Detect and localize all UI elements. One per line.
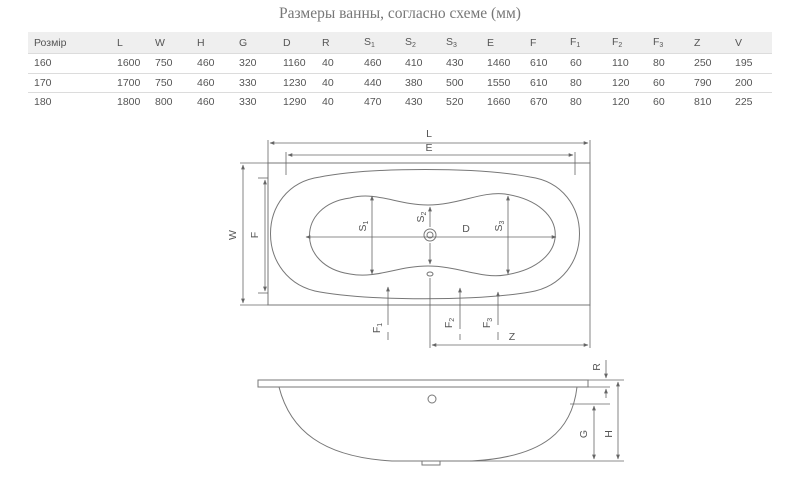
top-view bbox=[268, 163, 590, 305]
tub-outer-rim bbox=[268, 163, 590, 305]
table-cell: 40 bbox=[316, 54, 358, 74]
table-cell: 410 bbox=[399, 54, 440, 74]
column-header: $S_1$ bbox=[358, 32, 399, 54]
table-cell: 195 bbox=[729, 54, 772, 74]
column-header: E bbox=[481, 32, 524, 54]
table-cell: 80 bbox=[564, 73, 606, 93]
column-header: F bbox=[524, 32, 564, 54]
column-header: W bbox=[149, 32, 191, 54]
label-W: W bbox=[227, 230, 239, 240]
column-header: L bbox=[111, 32, 149, 54]
table-cell: 520 bbox=[446, 96, 464, 109]
table-cell: 60 bbox=[647, 73, 688, 93]
column-header: Z bbox=[688, 32, 729, 54]
table-cell: 610 bbox=[524, 73, 564, 93]
diagram-title: Размеры ванны, согласно схеме (мм) bbox=[279, 5, 521, 22]
table-cell: 1460 bbox=[481, 54, 524, 74]
table-cell: 120 bbox=[606, 73, 647, 93]
column-header: R bbox=[316, 32, 358, 54]
label-R: R bbox=[591, 363, 603, 371]
tub-side-rim bbox=[258, 380, 588, 387]
side-dimensions bbox=[470, 360, 624, 461]
table-cell: 460 bbox=[191, 73, 233, 93]
table-cell: 460 bbox=[197, 96, 215, 109]
table-cell: 670 bbox=[530, 96, 548, 109]
side-view bbox=[258, 380, 588, 465]
table-cell: 800 bbox=[155, 96, 173, 109]
table-cell: 750 bbox=[149, 73, 191, 93]
table-cell: 1800 bbox=[117, 96, 141, 109]
label-F3: F3 bbox=[481, 317, 494, 329]
table-cell: 460 bbox=[191, 54, 233, 74]
column-header: G bbox=[233, 32, 277, 54]
table-cell: 750 bbox=[149, 54, 191, 74]
column-header: V bbox=[729, 32, 772, 54]
table-cell: 460 bbox=[358, 54, 399, 74]
table-cell: 330 bbox=[233, 73, 277, 93]
table-cell: 110 bbox=[606, 54, 647, 74]
table-cell: 330 bbox=[239, 96, 257, 109]
table-cell: 40 bbox=[322, 96, 334, 109]
label-F1: F1 bbox=[371, 322, 384, 334]
table-cell: 320 bbox=[233, 54, 277, 74]
column-header: $S_3$ bbox=[440, 32, 481, 54]
column-header: $F_3$ bbox=[647, 32, 688, 54]
table-cell: 440 bbox=[358, 73, 399, 93]
table-cell: 810 bbox=[694, 96, 712, 109]
table-cell: 610 bbox=[524, 54, 564, 74]
label-Z: Z bbox=[508, 331, 516, 343]
column-header: Розмір bbox=[28, 32, 111, 54]
column-header: H bbox=[191, 32, 233, 54]
label-S3: S3 bbox=[493, 220, 506, 232]
table-cell: 1230 bbox=[277, 73, 316, 93]
table-cell: 1600 bbox=[111, 54, 149, 74]
column-header: $S_2$ bbox=[399, 32, 440, 54]
label-S1: S1 bbox=[357, 220, 370, 232]
table-cell: 60 bbox=[653, 96, 665, 109]
table-cell: 40 bbox=[316, 73, 358, 93]
table-cell: 1550 bbox=[481, 73, 524, 93]
label-E: E bbox=[425, 142, 433, 154]
table-cell: 160 bbox=[28, 54, 111, 74]
table-cell: 430 bbox=[405, 96, 423, 109]
table-cell: 225 bbox=[735, 96, 753, 109]
table-cell: 430 bbox=[440, 54, 481, 74]
label-D: D bbox=[462, 223, 470, 235]
table-cell: 1290 bbox=[283, 96, 307, 109]
label-F: F bbox=[249, 231, 261, 239]
label-G: G bbox=[578, 429, 590, 439]
column-header: $F_2$ bbox=[606, 32, 647, 54]
table-cell: 120 bbox=[612, 96, 630, 109]
label-F2: F2 bbox=[443, 317, 456, 329]
table-cell: 250 bbox=[688, 54, 729, 74]
table-cell: 170 bbox=[28, 73, 111, 93]
table-cell: 790 bbox=[688, 73, 729, 93]
table-cell: 1160 bbox=[277, 54, 316, 74]
table-cell: 80 bbox=[570, 96, 582, 109]
side-overflow-hole bbox=[428, 395, 436, 403]
table-cell: 180 bbox=[34, 96, 52, 109]
table-cell: 1660 bbox=[487, 96, 511, 109]
table-cell: 500 bbox=[440, 73, 481, 93]
table-cell: 80 bbox=[647, 54, 688, 74]
table-cell: 1700 bbox=[111, 73, 149, 93]
column-header: $F_1$ bbox=[564, 32, 606, 54]
table-cell: 200 bbox=[729, 73, 772, 93]
table-cell: 60 bbox=[564, 54, 606, 74]
drain-foot bbox=[422, 461, 440, 465]
label-L: L bbox=[426, 128, 432, 140]
column-header: D bbox=[277, 32, 316, 54]
table-cell: 470 bbox=[364, 96, 382, 109]
label-H: H bbox=[603, 430, 615, 438]
table-cell: 380 bbox=[399, 73, 440, 93]
label-S2: S2 bbox=[415, 211, 428, 223]
